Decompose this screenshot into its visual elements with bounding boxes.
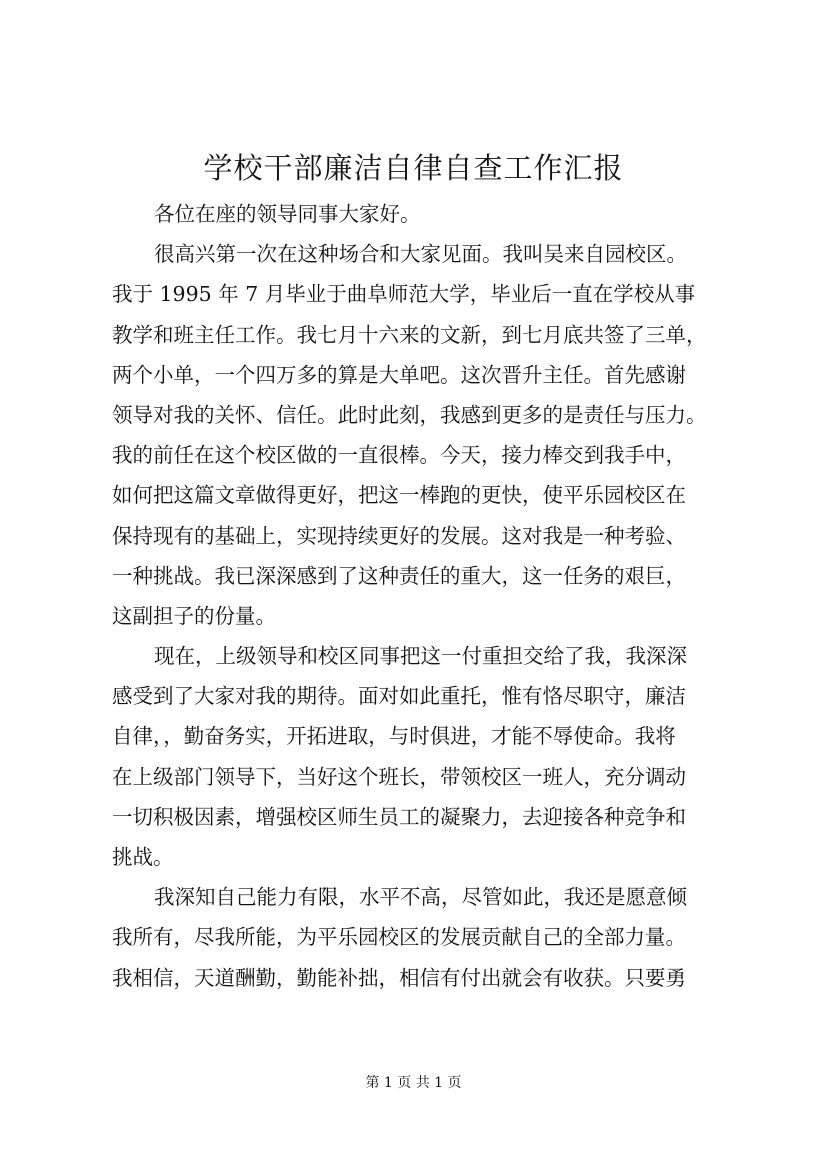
paragraph-line: 这副担子的份量。 (112, 603, 276, 628)
paragraph-line: 挑战。 (112, 845, 174, 869)
paragraph-line: 自律，，勤奋务实，开拓进取，与时俱进，才能不辱使命。我将 (112, 724, 676, 749)
paragraph-line: 各位在座的领导同事大家好。 (154, 202, 421, 226)
paragraph-line: 我于 1995 年 7 月毕业于曲阜师范大学，毕业后一直在学校从事 (112, 282, 696, 307)
paragraph-line: 如何把这篇文章做得更好，把这一棒跑的更快，使平乐园校区在 (112, 483, 686, 508)
page-footer: 第 1 页 共 1 页 (365, 1075, 462, 1091)
paragraph-line: 保持现有的基础上，实现持续更好的发展。这对我是一种考验、 (112, 523, 686, 548)
paragraph-line: 我相信，天道酬勤，勤能补拙，相信有付出就会有收获。只要勇 (112, 965, 686, 990)
paragraph-line: 很高兴第一次在这种场合和大家见面。我叫吴来自园校区。 (154, 242, 687, 267)
paragraph-line: 领导对我的关怀、信任。此时此刻，我感到更多的是责任与压力。 (112, 402, 707, 427)
paragraph-line: 一种挑战。我已深深感到了这种责任的重大，这一任务的艰巨， (112, 563, 686, 588)
document-title: 学校干部廉洁自律自查工作汇报 (203, 151, 624, 185)
paragraph-line: 一切积极因素，增强校区师生员工的凝聚力，去迎接各种竞争和 (112, 804, 686, 829)
paragraph-line: 教学和班主任工作。我七月十六来的文新，到七月底共签了三单， (112, 322, 707, 347)
paragraph-line: 我深知自己能力有限，水平不高，尽管如此，我还是愿意倾 (154, 885, 687, 910)
paragraph-line: 我所有，尽我所能，为平乐园校区的发展贡献自己的全部力量。 (112, 925, 686, 950)
paragraph-line: 现在，上级领导和校区同事把这一付重担交给了我，我深深 (154, 644, 687, 669)
paragraph-line: 在上级部门领导下，当好这个班长，带领校区一班人，充分调动 (112, 764, 686, 789)
paragraph-line: 感受到了大家对我的期待。面对如此重托，惟有恪尽职守，廉洁 (112, 684, 686, 709)
paragraph-line: 我的前任在这个校区做的一直很棒。今天，接力棒交到我手中， (112, 443, 686, 468)
document-body (112, 194, 732, 998)
paragraph-line: 两个小单，一个四万多的算是大单吧。这次晋升主任。首先感谢 (112, 362, 686, 387)
